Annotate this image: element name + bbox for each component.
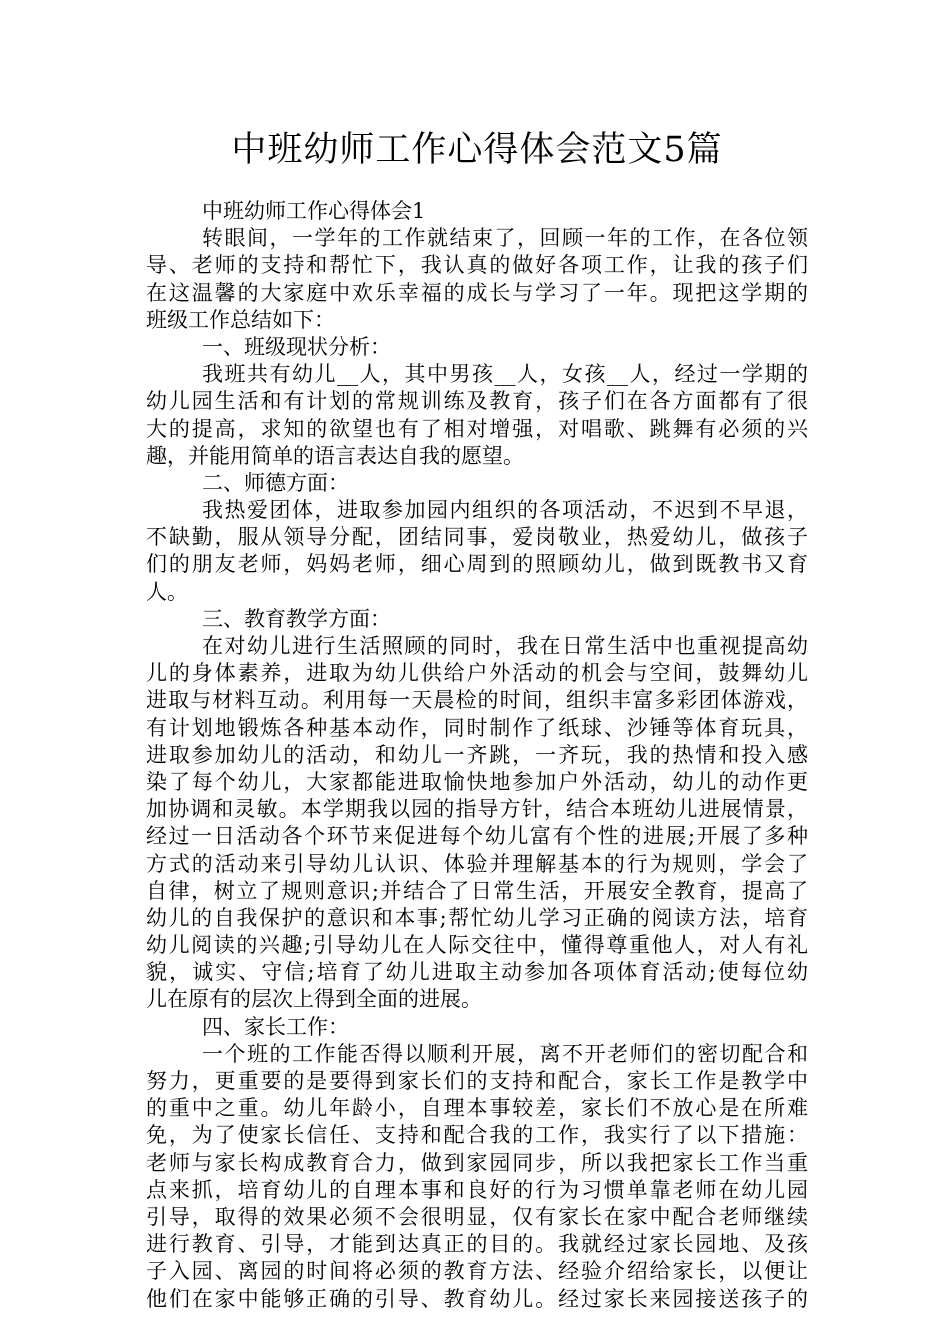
body-text-line: 我班共有幼儿__人，其中男孩__人，女孩__人，经过一学期的: [202, 362, 808, 387]
body-text-line: 不缺勤，服从领导分配，团结同事，爱岗敬业，热爱幼儿，做孩子: [146, 525, 808, 550]
body-text-line: 貌，诚实、守信;培育了幼儿进取主动参加各项体育活动;使每位幼: [146, 960, 808, 985]
body-text-line: 二、师德方面：: [202, 470, 349, 495]
body-text-line: 儿在原有的层次上得到全面的进展。: [146, 987, 482, 1012]
body-text-line: 在对幼儿进行生活照顾的同时，我在日常生活中也重视提高幼: [202, 634, 808, 658]
body-text-line: 有计划地锻炼各种基本动作，同时制作了纸球、沙锤等体育玩具，: [146, 715, 808, 740]
document-body: [146, 198, 808, 1313]
body-text-line: 人。: [146, 579, 188, 604]
body-text-line: 一、班级现状分析：: [202, 334, 391, 359]
body-text-line: 大的提高，求知的欲望也有了相对增强，对唱歌、跳舞有必须的兴: [146, 416, 808, 441]
body-text-line: 幼儿阅读的兴趣;引导幼儿在人际交往中，懂得尊重他人，对人有礼: [146, 933, 808, 958]
body-text-line: 努力，更重要的是要得到家长们的支持和配合，家长工作是教学中: [146, 1069, 808, 1093]
body-text-line: 染了每个幼儿，大家都能进取愉快地参加户外活动，幼儿的动作更: [146, 769, 808, 794]
body-text-line: 幼儿园生活和有计划的常规训练及教育，孩子们在各方面都有了很: [146, 389, 808, 414]
body-text-line: 引导，取得的效果必须不会很明显，仅有家长在家中配合老师继续: [146, 1204, 808, 1229]
body-text-line: 自律，树立了规则意识;并结合了日常生活，开展安全教育，提高了: [146, 878, 808, 903]
body-text-line: 们的朋友老师，妈妈老师，细心周到的照顾幼儿，做到既教书又育: [146, 552, 808, 577]
body-text-line: 加协调和灵敏。本学期我以园的指导方针，结合本班幼儿进展情景，: [146, 797, 808, 822]
body-text-line: 三、教育教学方面：: [202, 606, 391, 631]
body-text-line: 四、家长工作：: [202, 1014, 349, 1039]
body-text-line: 趣，并能用简单的语言表达自我的愿望。: [146, 443, 524, 468]
body-text-line: 一个班的工作能否得以顺利开展，离不开老师们的密切配合和: [202, 1041, 808, 1066]
body-text-line: 转眼间，一学年的工作就结束了，回顾一年的工作，在各位领: [202, 226, 808, 251]
body-text-line: 进行教育、引导，才能到达真正的目的。我就经过家长园地、及孩: [146, 1232, 808, 1257]
body-text-line: 的重中之重。幼儿年龄小，自理本事较差，家长们不放心是在所难: [146, 1096, 808, 1121]
body-text-line: 幼儿的自我保护的意识和本事;帮忙幼儿学习正确的阅读方法，培育: [146, 905, 808, 930]
document-title: 中班幼师工作心得体会范文5篇: [231, 130, 723, 170]
body-text-line: 在这温馨的大家庭中欢乐幸福的成长与学习了一年。现把这学期的: [146, 280, 808, 305]
body-text-line: 方式的活动来引导幼儿认识、体验并理解基本的行为规则，学会了: [146, 851, 808, 876]
body-text-line: 儿的身体素养，进取为幼儿供给户外活动的机会与空间，鼓舞幼儿: [146, 661, 808, 686]
body-text-line: 导、老师的支持和帮忙下，我认真的做好各项工作，让我的孩子们: [146, 253, 808, 278]
body-text-line: 子入园、离园的时间将必须的教育方法、经验介绍给家长，以便让: [146, 1259, 808, 1284]
body-text-line: 老师与家长构成教育合力，做到家园同步，所以我把家长工作当重: [146, 1150, 808, 1175]
body-text-line: 他们在家中能够正确的引导、教育幼儿。经过家长来园接送孩子的: [146, 1286, 808, 1311]
body-text-line: 进取与材料互动。利用每一天晨检的时间，组织丰富多彩团体游戏，: [146, 688, 808, 713]
body-text-line: 免，为了使家长信任、支持和配合我的工作，我实行了以下措施：: [146, 1123, 808, 1148]
body-text-line: 经过一日活动各个环节来促进每个幼儿富有个性的进展;开展了多种: [146, 824, 808, 849]
body-text-line: 班级工作总结如下：: [146, 307, 335, 332]
body-text-line: 进取参加幼儿的活动，和幼儿一齐跳，一齐玩，我的热情和投入感: [146, 742, 808, 767]
body-text-line: 我热爱团体，进取参加园内组织的各项活动，不迟到不早退，: [202, 498, 808, 523]
body-text-line: 中班幼师工作心得体会1: [202, 199, 426, 223]
body-text-line: 点来抓，培育幼儿的自理本事和良好的行为习惯单靠老师在幼儿园: [146, 1177, 808, 1202]
